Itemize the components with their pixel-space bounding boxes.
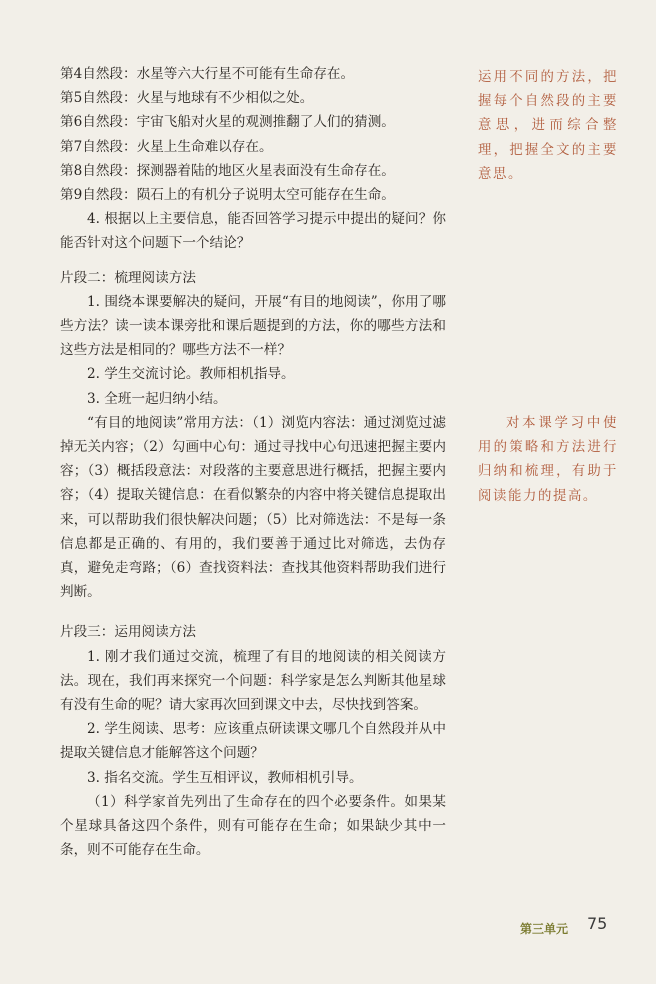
side-note-1-text: 运用不同的方法，把握每个自然段的主要意思，进而综合整理，把握全文的主要意思。 <box>478 70 618 182</box>
reading-methods-summary: “有目的地阅读”常用方法：（1）浏览内容法：通过浏览过滤掉无关内容；（2）勾画中心句：通过寻找中心句迅速把握主要内容；（3）概括段意法：对段落的主要意思进行概括，把握主要内容；（4）提取关键信息：在看似繁杂的内容中将关键信息提取出来，可以帮助我们很快解决问题；（5）比对筛选法：不是每一条信息都是正确的、有用的，我们要善于通过比对筛选，去伪存真，避免走弯路；（6）查找资料法：查找其他资料帮助我们进行判断。 <box>60 414 446 601</box>
paragraph-summary-4: 第4自然段：水星等六大行星不可能有生命存在。 <box>60 66 355 82</box>
section3-item-1: 1. 刚才我们通过交流，梳理了有目的地阅读的相关阅读方法。现在，我们再来探究一个问题：科学家是怎么判断其他星球有没有生命的呢？请大家再次回到课文中去，尽快找到答案。 <box>60 648 446 714</box>
paragraph-summary-8: 第8自然段：探测器着陆的地区火星表面没有生命存在。 <box>60 162 395 179</box>
side-note-2 <box>478 412 618 509</box>
paragraph-summary-7: 第7自然段：火星上生命难以存在。 <box>60 138 273 155</box>
side-note-2-text: 对本课学习中使用的策略和方法进行归纳和梳理，有助于阅读能力的提高。 <box>478 416 618 504</box>
paragraph-summary-5: 第5自然段：火星与地球有不少相似之处。 <box>60 90 314 107</box>
main-text <box>60 62 446 863</box>
section3-item-4: （1）科学家首先列出了生命存在的四个必要条件。如果某个星球具备这四个条件，则有可能存在生命；如果缺少其中一条，则不可能存在生命。 <box>60 793 446 859</box>
section3-item-2: 2. 学生阅读、思考：应该重点研读课文哪几个自然段并从中提取关键信息才能解答这个问题？ <box>60 721 446 762</box>
section-heading-2: 片段二：梳理阅读方法 <box>60 269 196 286</box>
page-number: 75 <box>587 914 608 933</box>
question-4: 4. 根据以上主要信息，能否回答学习提示中提出的疑问？你能否针对这个问题下一个结论？ <box>60 211 446 252</box>
paragraph-summary-9: 第9自然段：陨石上的有机分子说明太空可能存在生命。 <box>60 187 395 204</box>
section-heading-3: 片段三：运用阅读方法 <box>60 624 196 641</box>
section2-item-2: 2. 学生交流讨论。教师相机指导。 <box>87 366 295 383</box>
paragraph-summary-6: 第6自然段：宇宙飞船对火星的观测推翻了人们的猜测。 <box>60 114 395 131</box>
section2-item-1: 1. 围绕本课要解决的疑问，开展“有目的地阅读”，你用了哪些方法？读一读本课旁批和课后题提到的方法，你的哪些方法和这些方法是相同的？哪些方法不一样？ <box>60 293 446 359</box>
unit-label: 第三单元 <box>520 922 569 936</box>
section2-item-3: 3. 全班一起归纳小结。 <box>87 390 227 407</box>
section3-item-3: 3. 指名交流。学生互相评议，教师相机引导。 <box>87 769 363 786</box>
side-note-1 <box>478 66 618 187</box>
